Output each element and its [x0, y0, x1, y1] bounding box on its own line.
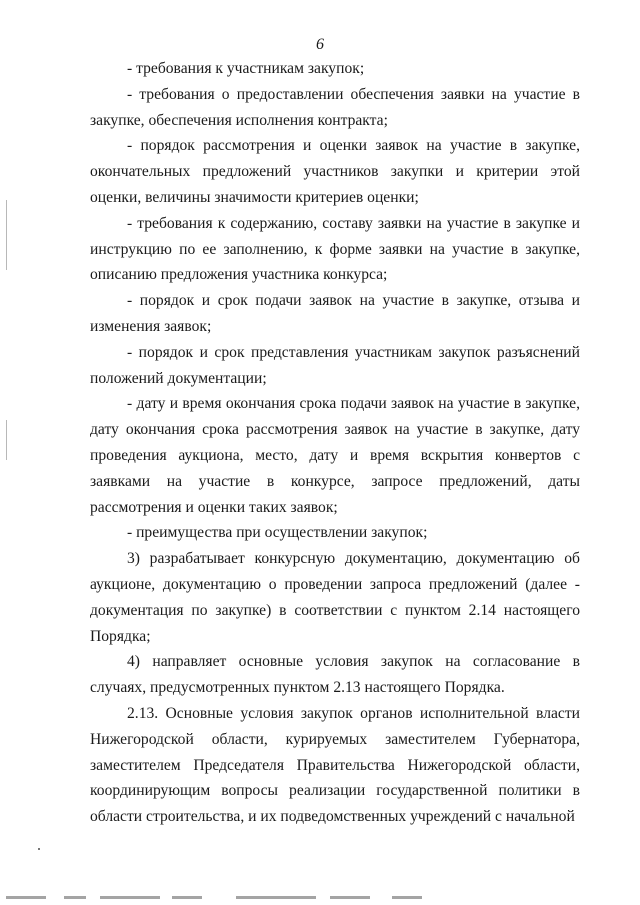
scan-noise-line: [64, 896, 86, 899]
scan-noise-line: [392, 896, 422, 899]
paragraph: - дату и время окончания срока подачи заявок на участие в закупке, дату окончания срока рассмотрения заявок на участие в закупке, дату проведения аукциона, место, дату и время вскрытия конвертов с заявками на участие в конкурсе, запросе предложений, даты рассмотрения и оценки таких заявок;: [90, 395, 580, 516]
paragraph: 3) разрабатывает конкурсную документацию, документацию об аукционе, документацию о проведении запроса предложений (далее - документация по закупке) в соответствии с пунктом 2.14 настоящего Порядка;: [90, 550, 580, 645]
scan-bottom-artifacts: [0, 892, 640, 905]
scan-margin-mark: [6, 200, 7, 270]
scan-noise-line: [236, 896, 316, 899]
paragraph: - требования о предоставлении обеспечения заявки на участие в закупке, обеспечения исполнения контракта;: [90, 85, 580, 129]
paragraph: - порядок и срок подачи заявок на участие в закупке, отзыва и изменения заявок;: [90, 292, 580, 335]
document-body: [90, 56, 580, 830]
scan-noise-line: [330, 896, 370, 899]
scan-noise-line: [100, 896, 160, 899]
paragraph: - порядок и срок представления участникам закупок разъяснений положений документации;: [90, 343, 580, 387]
scan-margin-mark: [6, 420, 7, 460]
paragraph: - требования к участникам закупок;: [127, 60, 365, 77]
page-number: 6: [316, 36, 324, 53]
paragraph: 4) направляет основные условия закупок на согласование в случаях, предусмотренных пунктом 2.13 настоящего Порядка.: [90, 653, 580, 697]
paragraph: - преимущества при осуществлении закупок;: [127, 524, 428, 542]
scan-noise-line: [172, 896, 202, 899]
paragraph: - требования к содержанию, составу заявки на участие в закупке и инструкцию по ее заполнению, к форме заявки на участие в закупке, описанию предложения участника конкурса;: [90, 214, 580, 284]
scan-speck: [38, 848, 40, 850]
paragraph: 2.13. Основные условия закупок органов исполнительной власти Нижегородской области, курируемых заместителем Губернатора, заместителем Председателя Правительства Нижегородской области, координирующим вопросы реализации государственной политики в области строительства, и их подведомственных учреждений с начальной: [90, 704, 580, 826]
scan-noise-line: [6, 896, 46, 899]
paragraph: - порядок рассмотрения и оценки заявок на участие в закупке, окончательных предложений участников закупки и критерии этой оценки, величины значимости критериев оценки;: [90, 137, 580, 206]
